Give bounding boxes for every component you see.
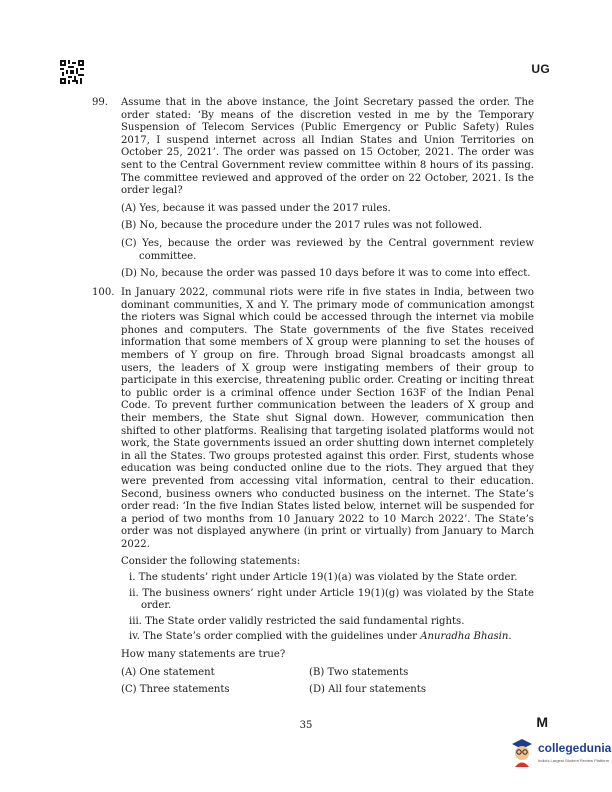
option-c: (C) Yes, because the order was reviewed by the Central government review committee. bbox=[121, 237, 534, 262]
statement-iv-end: . bbox=[508, 631, 512, 643]
question-number: 100. bbox=[92, 287, 115, 298]
statement-list bbox=[121, 572, 534, 644]
option-b: (B) Two statements bbox=[309, 666, 409, 678]
question-99 bbox=[92, 97, 534, 286]
question-prompt: How many statements are true? bbox=[121, 649, 286, 661]
statement-ii: ii. The business owners’ right under Article 19(1)(g) was violated by the State order. bbox=[129, 587, 534, 612]
set-mark: M bbox=[536, 714, 548, 730]
statement-iv bbox=[121, 631, 534, 644]
option-d: (D) All four statements bbox=[309, 684, 427, 696]
logo-name: collegedunia bbox=[538, 741, 612, 755]
question-100 bbox=[92, 287, 534, 697]
option-b: (B) No, because the procedure under the 2017 rules was not followed. bbox=[121, 220, 483, 232]
paper-code: UG bbox=[531, 62, 550, 76]
option-c: (C) Three statements bbox=[121, 684, 230, 696]
qr-code bbox=[60, 60, 84, 84]
collegedunia-logo bbox=[510, 738, 610, 778]
logo-tagline: India's Largest Student Review Platform bbox=[538, 758, 610, 763]
case-name: Anuradha Bhasin bbox=[420, 631, 509, 643]
options-grid bbox=[121, 667, 534, 697]
statement-i: i. The students’ right under Article 19(1)(a) was violated by the State order. bbox=[129, 572, 518, 584]
statement-iii: iii. The State order validly restricted the said fundamental rights. bbox=[129, 615, 465, 627]
option-a: (A) One statement bbox=[121, 666, 215, 678]
question-stem: Assume that in the above instance, the Joint Secretary passed the order. The order stated: ‘By means of the discretion vested in me by the Temporary Suspension of Telecom Services (Public Emergency or Public Safety) Rules 2017, I suspend internet across all Indian States and Union Territories on October 25, 2021’. The order was passed on 15 October, 2021. The order was sent to the Central Government review committee within 8 hours of its passing. The committee reviewed and approved of the order on 22 October, 2021. Is the order legal? bbox=[121, 97, 534, 197]
consider-label: Consider the following statements: bbox=[121, 556, 301, 568]
question-number: 99. bbox=[92, 97, 109, 108]
statement-iv-text: iv. The State’s order complied with the guidelines under bbox=[129, 631, 417, 643]
mascot-icon bbox=[510, 738, 534, 768]
option-d: (D) No, because the order was passed 10 days before it was to come into effect. bbox=[121, 268, 531, 280]
option-a: (A) Yes, because it was passed under the 2017 rules. bbox=[121, 202, 391, 214]
page-number: 35 bbox=[299, 720, 313, 731]
question-stem: In January 2022, communal riots were rife in five states in India, between two dominant communities, X and Y. The primary mode of communication amongst the rioters was Signal which could be accessed through the internet via mobile phones and computers. The State governments of the five States received information that some members of X group were planning to set the houses of members of Y group on fire. Through broad Signal broadcasts amongst all users, the leaders of X group were instigating members of their group to participate in this exercise, threatening public order. Creating or inciting threat to public order is a criminal offence under Section 163F of the Indian Penal Code. To prevent further communication between the leaders of X group and their members, the State shut Signal down. However, communication then shifted to other platforms. Realising that targeting isolated platforms would not work, the State governments issued an order shutting down internet completely in all the States. Two groups protested against this order. First, students whose education was being conducted online due to the riots. They argued that they were prevented from accessing vital information, central to their education. Second, business owners who conducted business on the internet. The State’s order read: ‘In the five Indian States listed below, internet will be suspended for a period of two months from 10 January 2022 to 10 March 2022’. The State’s order was not displayed anywhere (in print or virtually) from January to March 2022. bbox=[121, 287, 534, 550]
